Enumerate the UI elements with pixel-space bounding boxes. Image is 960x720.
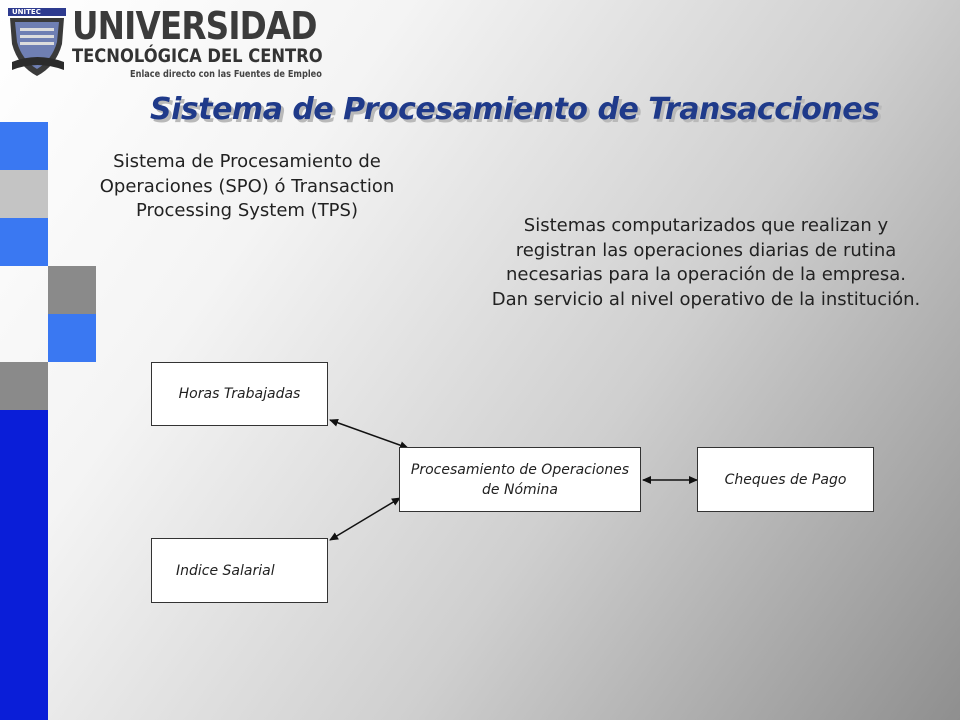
box-cheques-pago [697, 447, 874, 512]
logo-line-1: UNIVERSIDAD [72, 4, 317, 48]
logo-line-2: TECNOLÓGICA DEL CENTRO [72, 45, 323, 67]
box-procesamiento-label: Procesamiento de Operaciones de Nómina [410, 461, 630, 498]
box-procesamiento [399, 447, 641, 512]
box-cheques-label: Cheques de Pago [724, 471, 847, 488]
logo-line-3: Enlace directo con las Fuentes de Empleo [130, 69, 322, 80]
box-indice-salarial [151, 538, 328, 603]
box-horas-trabajadas [151, 362, 328, 426]
slide-title: Sistema de Procesamiento de Transacciones [150, 92, 880, 127]
arrow-hours-process [330, 420, 408, 448]
logo-badge: UNITEC [12, 8, 41, 16]
description-text: Sistemas computarizados que realizan y registran las operaciones diarias de rutina necesarias para la operación de la empresa. Dan servicio al nivel operativo de la institución. [491, 215, 921, 310]
box-indice-label: Indice Salarial [176, 562, 275, 579]
subtitle-text: Sistema de Procesamiento de Operaciones (SPO) ó Transaction Processing System (TPS) [99, 151, 395, 221]
arrow-index-process [330, 498, 400, 540]
box-horas-label: Horas Trabajadas [178, 386, 301, 402]
